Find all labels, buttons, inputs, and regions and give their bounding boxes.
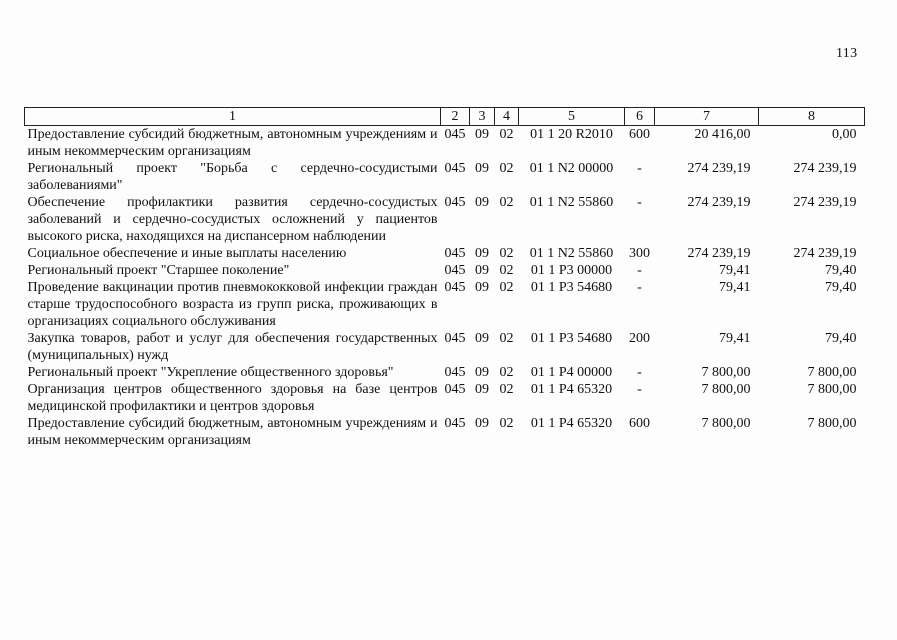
row-ministry-code: 045	[444, 365, 466, 380]
row-amount-7: 79,41	[719, 331, 751, 346]
row-ministry-code: 045	[444, 280, 466, 295]
row-name: Социальное обеспечение и иные выплаты населению	[27, 246, 347, 261]
row-subsection: 02	[499, 195, 514, 210]
row-ministry-code: 045	[444, 331, 466, 346]
row-name: Организация центров общественного здоровья на базе центров медицинской профилактики и центров здоровья	[27, 382, 438, 414]
row-target-code: 01 1 N2 55860	[529, 246, 614, 261]
row-amount-8: 7 800,00	[807, 382, 857, 397]
table-row	[25, 364, 865, 381]
row-section: 09	[475, 127, 489, 142]
row-name: Региональный проект "Борьба с сердечно-сосудистыми заболеваниями"	[27, 161, 438, 193]
row-section: 09	[475, 161, 489, 176]
row-amount-8: 79,40	[825, 263, 857, 278]
table-row	[25, 160, 865, 194]
row-subsection: 02	[499, 127, 514, 142]
row-section: 09	[475, 382, 489, 397]
row-target-code: 01 1 N2 00000	[529, 161, 614, 176]
row-subsection: 02	[499, 246, 514, 261]
row-subsection: 02	[499, 382, 514, 397]
row-amount-7: 7 800,00	[701, 416, 751, 431]
row-ministry-code: 045	[444, 161, 466, 176]
header-col-1: 1	[25, 108, 441, 126]
row-ministry-code: 045	[444, 246, 466, 261]
row-target-code: 01 1 P3 00000	[530, 263, 613, 278]
row-name: Закупка товаров, работ и услуг для обеспечения государственных (муниципальных) нужд	[27, 331, 438, 363]
table-row	[25, 330, 865, 364]
row-section: 09	[475, 331, 489, 346]
table-row	[25, 194, 865, 245]
row-name: Обеспечение профилактики развития сердечно-сосудистых заболеваний и сердечно-сосудистых осложнений у пациентов высокого риска, находящихся на диспансерном наблюдении	[27, 195, 438, 244]
table-row	[25, 381, 865, 415]
row-expense-type: -	[637, 365, 642, 380]
row-subsection: 02	[499, 331, 514, 346]
row-ministry-code: 045	[444, 195, 466, 210]
row-target-code: 01 1 P4 65320	[530, 416, 613, 431]
row-expense-type: -	[637, 263, 642, 278]
row-section: 09	[475, 246, 489, 261]
header-col-4: 4	[495, 108, 519, 126]
row-ministry-code: 045	[444, 127, 466, 142]
row-section: 09	[475, 195, 489, 210]
row-section: 09	[475, 263, 489, 278]
row-section: 09	[475, 280, 489, 295]
row-expense-type: -	[637, 280, 642, 295]
row-amount-7: 20 416,00	[694, 127, 751, 142]
row-name: Региональный проект "Укрепление общественного здоровья"	[27, 365, 394, 380]
header-col-5: 5	[519, 108, 625, 126]
row-amount-8: 79,40	[825, 280, 857, 295]
row-expense-type: -	[637, 161, 642, 176]
row-target-code: 01 1 N2 55860	[529, 195, 614, 210]
row-amount-8: 7 800,00	[807, 365, 857, 380]
row-name: Региональный проект "Старшее поколение"	[27, 263, 290, 278]
header-col-6: 6	[625, 108, 655, 126]
row-amount-8: 0,00	[832, 127, 857, 142]
row-expense-type: 200	[629, 331, 650, 346]
header-col-8: 8	[759, 108, 865, 126]
table-header-row	[25, 108, 865, 126]
row-expense-type: -	[637, 195, 642, 210]
header-col-7: 7	[655, 108, 759, 126]
row-amount-7: 274 239,19	[687, 161, 751, 176]
row-subsection: 02	[499, 365, 514, 380]
row-subsection: 02	[499, 416, 514, 431]
table-row	[25, 262, 865, 279]
row-amount-7: 274 239,19	[687, 246, 751, 261]
row-amount-8: 274 239,19	[793, 161, 857, 176]
budget-table	[24, 107, 865, 449]
row-section: 09	[475, 365, 489, 380]
row-target-code: 01 1 P4 65320	[530, 382, 613, 397]
row-name: Проведение вакцинации против пневмококковой инфекции граждан старше трудоспособного возраста из групп риска, проживающих в организациях социального обслуживания	[27, 280, 438, 329]
page-number: 113	[836, 46, 858, 61]
row-subsection: 02	[499, 161, 514, 176]
table-row	[25, 279, 865, 330]
row-target-code: 01 1 P3 54680	[530, 280, 613, 295]
row-amount-8: 274 239,19	[793, 195, 857, 210]
row-ministry-code: 045	[444, 263, 466, 278]
row-amount-8: 79,40	[825, 331, 857, 346]
row-expense-type: 600	[629, 127, 650, 142]
row-ministry-code: 045	[444, 382, 466, 397]
header-col-2: 2	[441, 108, 470, 126]
table-row	[25, 126, 865, 161]
table-row	[25, 245, 865, 262]
row-name: Предоставление субсидий бюджетным, автономным учреждениям и иным некоммерческим организациям	[27, 127, 438, 159]
table-row	[25, 415, 865, 449]
row-expense-type: 600	[629, 416, 650, 431]
row-amount-8: 274 239,19	[793, 246, 857, 261]
row-target-code: 01 1 20 R2010	[530, 127, 613, 142]
header-col-3: 3	[470, 108, 495, 126]
row-ministry-code: 045	[444, 416, 466, 431]
row-amount-7: 7 800,00	[701, 382, 751, 397]
row-section: 09	[475, 416, 489, 431]
row-subsection: 02	[499, 280, 514, 295]
row-subsection: 02	[499, 263, 514, 278]
row-amount-7: 79,41	[719, 280, 751, 295]
row-expense-type: 300	[629, 246, 650, 261]
row-name: Предоставление субсидий бюджетным, автономным учреждениям и иным некоммерческим организациям	[27, 416, 438, 448]
row-amount-7: 7 800,00	[701, 365, 751, 380]
row-amount-8: 7 800,00	[807, 416, 857, 431]
row-expense-type: -	[637, 382, 642, 397]
row-target-code: 01 1 P3 54680	[530, 331, 613, 346]
row-amount-7: 79,41	[719, 263, 751, 278]
row-target-code: 01 1 P4 00000	[530, 365, 613, 380]
row-amount-7: 274 239,19	[687, 195, 751, 210]
